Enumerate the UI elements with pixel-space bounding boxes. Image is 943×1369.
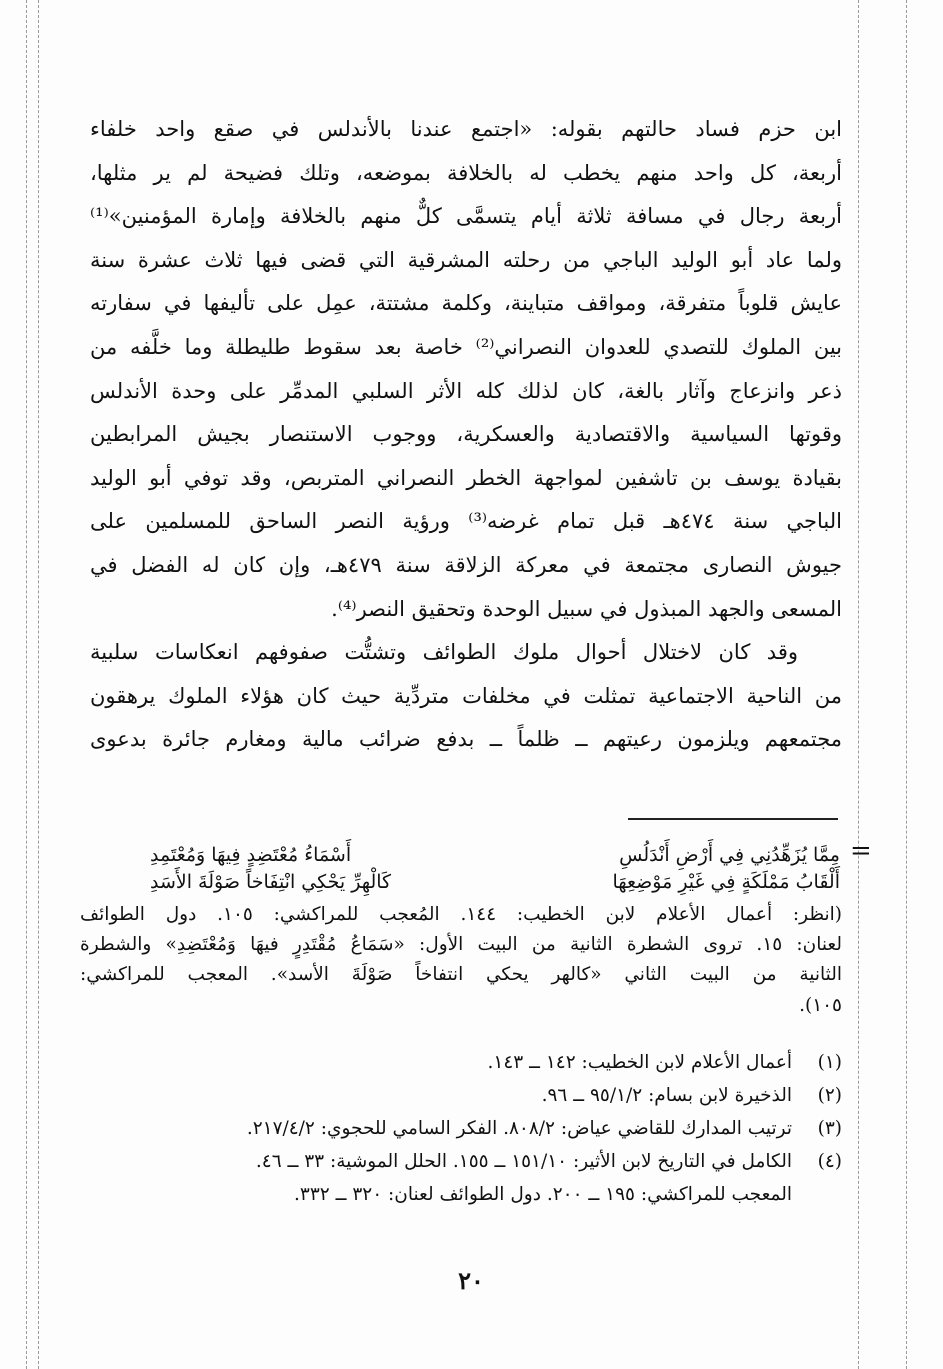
- crop-guide-right-inner: [858, 0, 859, 1369]
- text-line: أربعة رجال في مسافة ثلاثة أيام يتسمَّى كلٌّ منهم بالخلافة وإمارة المؤمنين»⁽¹⁾: [90, 204, 842, 229]
- text-line: مجتمعهم ويلزمون رعيتهم ــ ظلماً ــ بدفع ضرائب مالية ومغارم جائرة بدعوى: [90, 727, 842, 752]
- text-line: ابن حزم فساد حالتهم بقوله: «اجتمع عندنا بالأندلس في صقع واحد خلفاء: [90, 117, 842, 141]
- text-line: ولما عاد أبو الوليد الباجي من رحلته المشرقية التي قضى فيها ثلاث عشرة سنة: [90, 247, 842, 272]
- poem-verse: [150, 842, 840, 869]
- continuation-mark: =: [850, 836, 872, 866]
- text-line: المسعى والجهد المبذول في سبيل الوحدة وتحقيق النصر⁽⁴⁾.: [331, 596, 842, 621]
- footnote-text: ترتيب المدارك للقاضي عياض: ٨٠٨/٢. الفكر السامي للحجوي: ٢١٧/٤/٢.: [246, 1118, 792, 1139]
- footnote-number: (٢): [817, 1085, 842, 1106]
- note-line: (انظر: أعمال الأعلام لابن الخطيب: ١٤٤. المُعجب للمراكشي: ١٠٥. دول الطوائف: [80, 904, 842, 925]
- page-number: ٢٠: [458, 1266, 484, 1295]
- footnote-separator: [628, 818, 838, 820]
- text-line: بقيادة يوسف بن تاشفين لمواجهة الخطر النصراني المتربص، وقد توفي أبو الوليد: [90, 465, 842, 490]
- footnote-text: المعجب للمراكشي: ١٩٥ ــ ٢٠٠. دول الطوائف لعنان: ٣٢٠ ــ ٣٣٢.: [294, 1184, 792, 1205]
- text-line: أربعة، كل واحد منهم يخطب له بالخلافة بموضعه، وتلك فضيحة لم ير مثلها،: [90, 160, 842, 185]
- footnote-item: [80, 1112, 842, 1145]
- verse-hemistich: كَالْهِرِّ يَحْكِي انْتِفَاخاً صَوْلَةَ الأَسَدِ: [150, 871, 392, 893]
- footnote-item: [80, 1079, 842, 1112]
- poem-verses: [150, 842, 840, 896]
- footnote-number: (٤): [817, 1151, 842, 1172]
- verse-hemistich: أَسْمَاءُ مُعْتَضِدٍ فِيهَا وَمُعْتَمِدِ: [150, 844, 352, 866]
- note-line: ١٠٥).: [799, 994, 842, 1016]
- footnote-item: [80, 1145, 842, 1211]
- note-line: الثانية من البيت الثاني «كالهر يحكي انتفاخاً صَوْلَةَ الأسد». المعجب للمراكشي:: [80, 964, 842, 986]
- footnote-item: [80, 1046, 842, 1079]
- crop-guide-left-outer: [26, 0, 27, 1369]
- footnote-text: أعمال الأعلام لابن الخطيب: ١٤٢ ــ ١٤٣.: [487, 1052, 792, 1073]
- note-line: لعنان: ١٥. تروى الشطرة الثانية من البيت الأول: «سَمَاعُ مُقْتَدِرٍ فيهَا وَمُعْتَضِدِ» والشطرة: [80, 934, 842, 956]
- text-line: بين الملوك للتصدي للعدوان النصراني⁽²⁾ خاصة بعد سقوط طليطلة وما خلَّفه من: [90, 334, 842, 359]
- verse-hemistich: مِمَّا يُزَهِّدُنِي فِي أَرْضِ أَنْدَلُسِ: [619, 844, 840, 866]
- text-line: وقوتها السياسية والاقتصادية والعسكرية، ووجوب الاستنصار بجيش المرابطين: [90, 422, 842, 447]
- footnote-text: الكامل في التاريخ لابن الأثير: ١٥١/١٠ ــ ١٥٥. الحلل الموشية: ٣٣ ــ ٤٦.: [255, 1151, 792, 1172]
- footnote-number: (١): [817, 1052, 842, 1073]
- footnote-number: (٣): [817, 1118, 842, 1139]
- continued-footnote: [80, 900, 842, 1021]
- verse-hemistich: أَلْقَابُ مَمْلَكَةٍ فِي غَيْرِ مَوْضِعِهَا: [612, 871, 840, 893]
- footnote-text: الذخيرة لابن بسام: ٩٥/١/٢ ــ ٩٦.: [541, 1085, 792, 1106]
- text-line: عايش قلوباً متفرقة، ومواقف متباينة، وكلمة مشتتة، عمِل على تأليفها في سفارته: [90, 291, 842, 316]
- text-line: الباجي سنة ٤٧٤هـ قبل تمام غرضه⁽³⁾ ورؤية النصر الساحق للمسلمين على: [90, 509, 842, 534]
- text-line: ذعر وانزعاج وآثار بالغة، كان لذلك كله الأثر السلبي المدمِّر على وحدة الأندلس: [90, 378, 842, 403]
- text-line: وقد كان لاختلال أحوال ملوك الطوائف وتشتُّت صفوفهم انعكاسات سلبية: [90, 640, 798, 665]
- text-line: جيوش النصارى مجتمعة في معركة الزلاقة سنة ٤٧٩هـ، وإن كان له الفضل في: [90, 552, 842, 577]
- poem-verse: [150, 869, 840, 896]
- footnotes: [80, 1046, 842, 1211]
- crop-guide-right-outer: [906, 0, 907, 1369]
- crop-guide-left-inner: [38, 0, 39, 1369]
- text-line: من الناحية الاجتماعية تمثلت في مخلفات متردِّية حيث كان هؤلاء الملوك يرهقون: [90, 683, 842, 708]
- main-text: [90, 108, 842, 762]
